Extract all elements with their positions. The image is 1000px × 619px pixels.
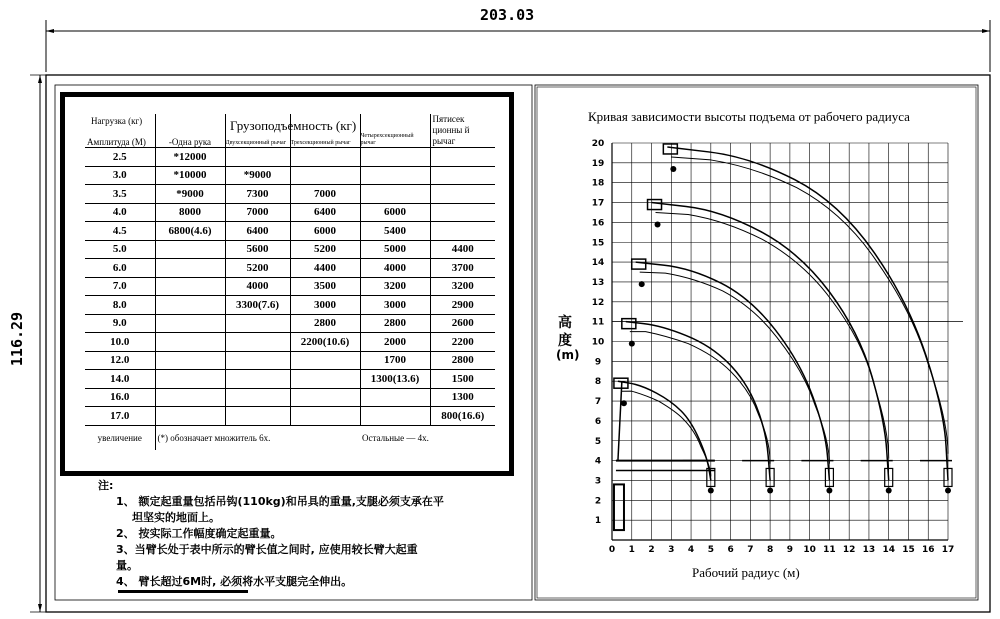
- load-cell: 6000: [360, 203, 430, 222]
- y-tick-label: 13: [591, 277, 605, 288]
- amplitude-cell: 9.0: [85, 314, 155, 333]
- boom-head: [648, 200, 662, 210]
- table-title: Грузоподъемность (кг): [230, 118, 357, 133]
- note-line-5: 量。: [116, 559, 138, 572]
- y-tick-label: 20: [591, 139, 605, 149]
- load-cell: 5400: [360, 222, 430, 241]
- column-header-5: Пятисек ционны й рычаг: [432, 114, 470, 146]
- amplitude-cell: 7.0: [85, 277, 155, 296]
- note-line-3: 2、 按实际工作幅度确定起重量。: [116, 527, 282, 540]
- chart-ylabel-3: (m): [556, 348, 580, 362]
- column-header-3: Трехсекционный рычаг: [290, 140, 351, 146]
- chart-xlabel: Рабочий радиус (м): [692, 565, 800, 580]
- x-tick-label: 10: [803, 545, 816, 555]
- y-tick-label: 11: [591, 317, 605, 328]
- hook-point: [621, 400, 627, 406]
- y-tick-label: 14: [591, 258, 605, 269]
- footer-label: увеличение: [85, 425, 155, 450]
- load-cell: *9000: [155, 185, 225, 204]
- load-cell: 3000: [290, 296, 360, 315]
- load-cell: 1700: [360, 351, 430, 370]
- load-cell: *10000: [155, 166, 225, 185]
- amplitude-cell: 12.0: [85, 351, 155, 370]
- amplitude-cell: 16.0: [85, 388, 155, 407]
- x-tick-label: 9: [786, 545, 794, 555]
- boom-head: [663, 144, 677, 154]
- footer-other: Остальные — 4х.: [362, 432, 429, 443]
- y-tick-label: 2: [594, 496, 602, 507]
- y-tick-label: 5: [594, 436, 602, 447]
- x-tick-label: 5: [707, 545, 714, 555]
- chart-title: Кривая зависимости высоты подъема от рабочего радиуса: [588, 109, 910, 124]
- amplitude-cell: 5.0: [85, 240, 155, 259]
- load-cell: 1500: [430, 370, 495, 389]
- load-cell: 4400: [290, 259, 360, 278]
- load-cell: 3500: [290, 277, 360, 296]
- lift-height-curve: [667, 147, 948, 480]
- y-tick-label: 9: [594, 357, 602, 368]
- load-cell: 7300: [225, 185, 290, 204]
- amplitude-cell: 6.0: [85, 259, 155, 278]
- x-tick-label: 13: [862, 545, 876, 555]
- load-cell: 4000: [225, 277, 290, 296]
- x-tick-label: 14: [882, 545, 895, 555]
- x-tick-label: 15: [902, 545, 915, 555]
- load-cell: 2200: [430, 333, 495, 352]
- y-tick-label: 1: [594, 516, 602, 527]
- header-amp: Амплитуда (М): [87, 137, 146, 147]
- load-cell: *9000: [225, 166, 290, 185]
- load-cell: 6000: [290, 222, 360, 241]
- crane-column: [614, 484, 624, 530]
- load-cell: 2200(10.6): [290, 333, 360, 352]
- load-cell: 2800: [430, 351, 495, 370]
- column-header-2: Двухсекционный рычаг: [225, 140, 287, 146]
- load-cell: 5000: [360, 240, 430, 259]
- hook-point: [655, 222, 661, 228]
- y-tick-label: 18: [591, 178, 605, 189]
- load-cell: 4400: [430, 240, 495, 259]
- end-hook-point: [886, 487, 892, 493]
- x-tick-label: 6: [727, 545, 734, 555]
- end-hook-point: [708, 487, 714, 493]
- load-cell: 3700: [430, 259, 495, 278]
- x-tick-label: 7: [747, 545, 754, 555]
- x-tick-label: 17: [941, 545, 955, 555]
- amplitude-cell: 4.5: [85, 222, 155, 241]
- load-cell: 6400: [290, 203, 360, 222]
- x-tick-label: 16: [921, 545, 935, 555]
- amplitude-cell: 2.5: [85, 148, 155, 167]
- end-hook-point: [945, 487, 951, 493]
- x-tick-label: 3: [668, 545, 675, 555]
- amplitude-cell: 3.5: [85, 185, 155, 204]
- note-line-6: 4、 臂长超过6M时, 必须将水平支腿完全伸出。: [116, 575, 353, 588]
- load-cell: 2800: [290, 314, 360, 333]
- load-cell: 3000: [360, 296, 430, 315]
- load-cell: 2800: [360, 314, 430, 333]
- x-tick-label: 8: [766, 545, 774, 555]
- y-tick-label: 7: [594, 397, 602, 408]
- hook-point: [670, 166, 676, 172]
- load-cell: 6400: [225, 222, 290, 241]
- x-tick-label: 12: [842, 545, 856, 555]
- load-cell: 2000: [360, 333, 430, 352]
- y-tick-label: 17: [591, 198, 605, 209]
- amplitude-cell: 10.0: [85, 333, 155, 352]
- hook-path-curve: [640, 272, 830, 464]
- x-tick-label: 1: [628, 545, 635, 555]
- x-tick-label: 11: [823, 545, 836, 555]
- end-hook-point: [826, 487, 832, 493]
- load-cell: 800(16.6): [430, 407, 495, 426]
- header-load: Нагрузка (кг): [91, 116, 143, 126]
- y-tick-label: 16: [591, 218, 605, 229]
- note-line-2: 坦坚实的地面上。: [132, 511, 220, 524]
- boom-head: [632, 259, 646, 269]
- y-tick-label: 6: [594, 416, 602, 427]
- column-header-1: -Одна рука: [168, 137, 212, 147]
- load-cell: 3200: [430, 277, 495, 296]
- width-dimension: 203.03: [480, 6, 535, 24]
- hook-point: [629, 341, 635, 347]
- note-line-4: 3、当臂长处于表中所示的臂长值之间时, 应使用较长臂大起重: [116, 543, 418, 556]
- amplitude-cell: 17.0: [85, 407, 155, 426]
- load-cell: 5600: [225, 240, 290, 259]
- load-cell: 1300: [430, 388, 495, 407]
- load-cell: 6800(4.6): [155, 222, 225, 241]
- load-cell: 7000: [290, 185, 360, 204]
- x-tick-label: 0: [608, 545, 616, 555]
- y-tick-label: 12: [591, 297, 605, 308]
- load-cell: 5200: [290, 240, 360, 259]
- y-tick-label: 15: [591, 238, 605, 249]
- notes-title: 注:: [98, 479, 114, 492]
- y-tick-label: 8: [594, 377, 602, 388]
- load-cell: 8000: [155, 203, 225, 222]
- load-cell: 2900: [430, 296, 495, 315]
- y-tick-label: 10: [591, 337, 605, 348]
- note-line-1: 1、 额定起重量包括吊钩(110kg)和吊具的重量,支腿必须支承在平: [116, 495, 444, 508]
- load-cell: 5200: [225, 259, 290, 278]
- load-cell: 2600: [430, 314, 495, 333]
- load-cell: 7000: [225, 203, 290, 222]
- load-cell: 3200: [360, 277, 430, 296]
- x-tick-label: 2: [648, 545, 655, 555]
- column-header-4: Четырехсекционный рычаг: [360, 133, 414, 146]
- load-cell: *12000: [155, 148, 225, 167]
- load-cell: 4000: [360, 259, 430, 278]
- y-tick-label: 3: [594, 476, 602, 487]
- amplitude-cell: 4.0: [85, 203, 155, 222]
- y-tick-label: 19: [591, 158, 605, 169]
- amplitude-cell: 3.0: [85, 166, 155, 185]
- boom-head: [622, 319, 636, 329]
- height-dimension: 116.29: [8, 311, 27, 367]
- load-cell: 3300(7.6): [225, 296, 290, 315]
- end-hook-point: [767, 487, 773, 493]
- load-cell: 1300(13.6): [360, 370, 430, 389]
- chart-ylabel-2: 度: [558, 333, 572, 349]
- y-tick-label: 4: [594, 456, 602, 467]
- footer-note: (*) обозначает множитель 6х.: [157, 432, 271, 443]
- chart-ylabel-1: 高: [558, 315, 572, 331]
- hook-point: [639, 281, 645, 287]
- x-tick-label: 4: [687, 545, 695, 555]
- amplitude-cell: 14.0: [85, 370, 155, 389]
- amplitude-cell: 8.0: [85, 296, 155, 315]
